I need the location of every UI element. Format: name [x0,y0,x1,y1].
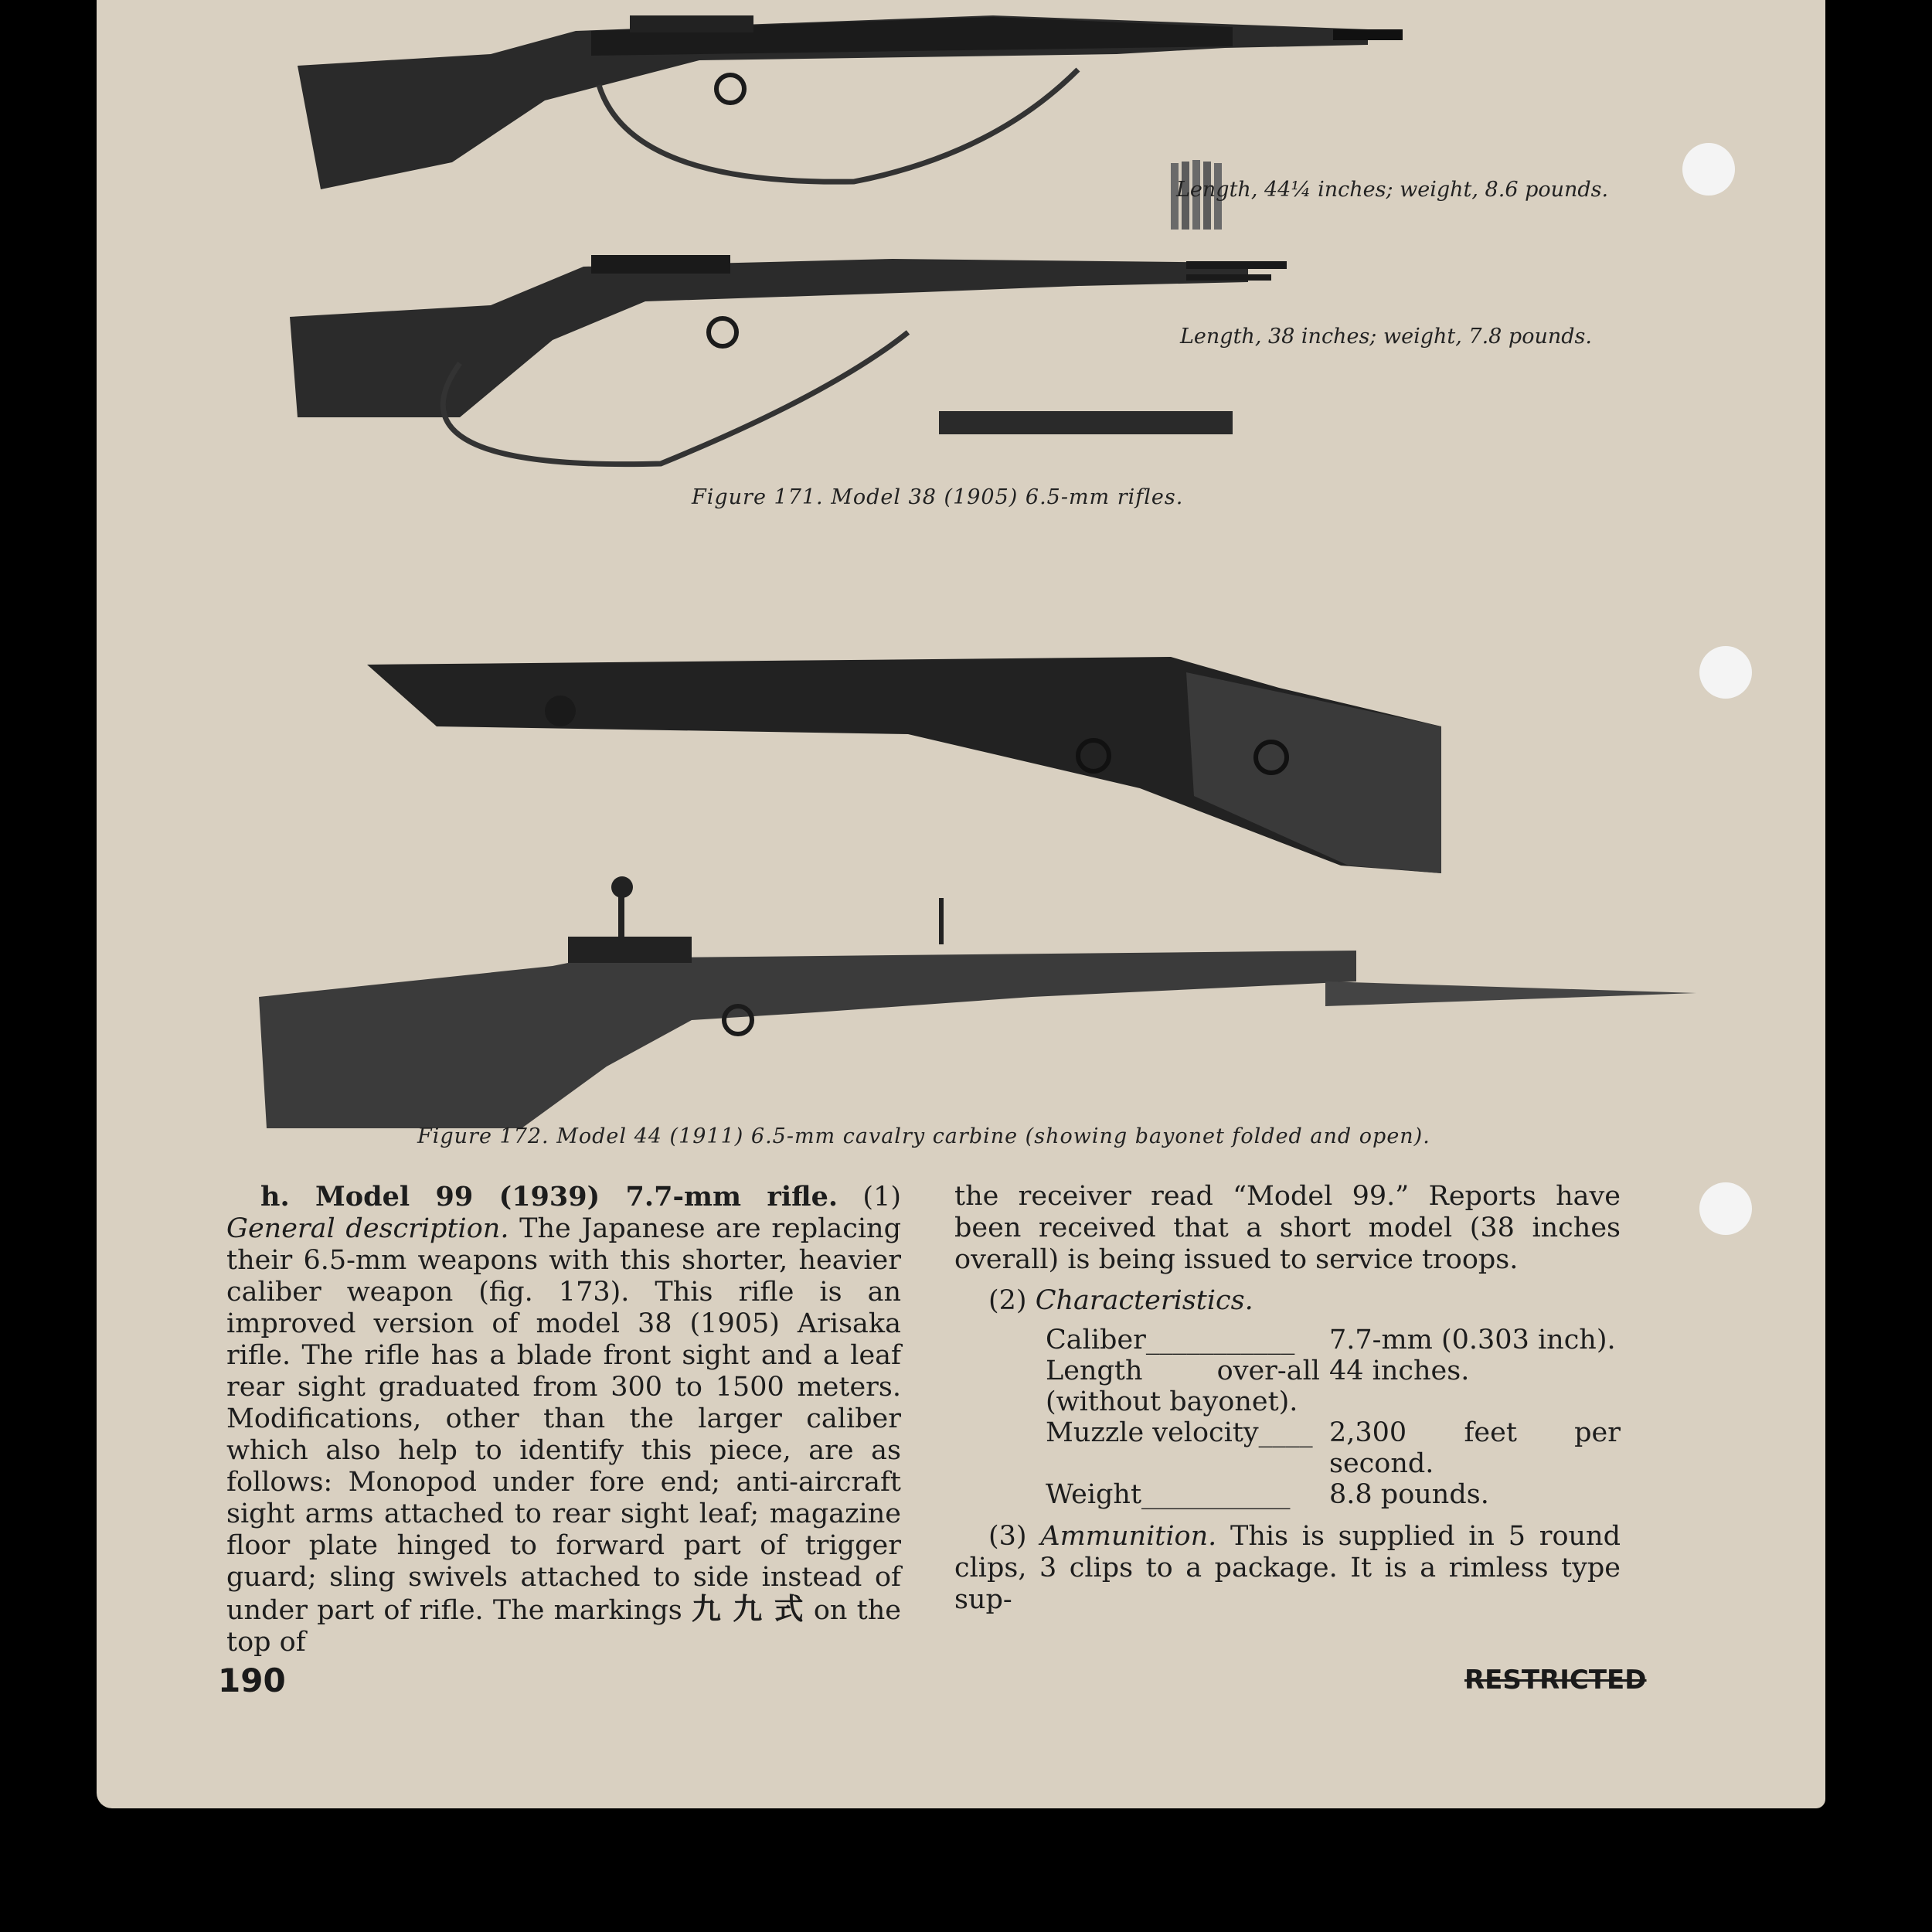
subsection-title: General description. [226,1213,509,1244]
characteristics-heading [954,1285,1621,1317]
subsection-number: (3) [988,1521,1027,1552]
characteristic-label: Muzzle velocity____ [1046,1417,1313,1448]
table-row [1046,1325,1621,1355]
text-column-left [226,1181,901,1658]
characteristic-value: 44 inches. [1329,1355,1470,1386]
section-h-paragraph [226,1181,901,1658]
binder-hole [1699,646,1752,699]
characteristic-label: Length over-all (without bayonet). [1046,1355,1320,1417]
table-row [1046,1417,1621,1479]
characteristic-label: Weight___________ [1046,1479,1291,1510]
figure-172-caption: Figure 172. Model 44 (1911) 6.5-mm cavalry carbine (showing bayonet folded and open). [417,1124,1430,1148]
section-heading: h. Model 99 (1939) 7.7-mm rifle. [260,1181,838,1213]
rifle-photo-model-38-long [298,0,1519,201]
body-text: This is supplied in 5 round clips, 3 clips to a package. It is a rimless type sup- [954,1521,1621,1615]
characteristic-value: 7.7-mm (0.303 inch). [1329,1325,1616,1355]
text-column-right [954,1181,1621,1616]
body-text: on the top of [226,1595,901,1658]
fig171-spec-long: Length, 44¼ inches; weight, 8.6 pounds. [1176,178,1609,202]
ammunition-paragraph [954,1521,1621,1616]
binder-hole [1699,1182,1752,1235]
body-text: The Japanese are replacing their 6.5-mm weapons with this shorter, heavier caliber weapon (fig. 173). This rifle is an improved version of model 38 (1905) Arisaka rifle. The rifle has a blade front sight and a leaf rear sight graduated from 300 to 1500 meters. Modifications, other than the larger caliber which also help to identify this piece, are as follows: Monopod under fore end; anti-aircraft sight arms attached to rear sight leaf; magazine floor plate hinged to forward part of trigger guard; sling swivels attached to side instead of under part of rifle. The markings [226,1213,901,1626]
table-row [1046,1479,1621,1510]
table-row [1046,1355,1621,1417]
classification-marking: RESTRICTED [1464,1665,1647,1696]
subsection-title: Characteristics. [1035,1285,1253,1316]
kanji-marking: 九 九 式 [691,1592,804,1626]
carbine-photo-bayonet-open [259,873,1704,1136]
carbine-photo-bayonet-folded [367,641,1588,896]
figure-171-caption: Figure 171. Model 38 (1905) 6.5-mm rifles. [692,485,1184,509]
page-number: 190 [218,1662,286,1699]
document-page [97,0,1825,1808]
subsection-title: Ammunition. [1040,1521,1217,1552]
subsection-number: (2) [988,1285,1027,1316]
characteristic-value: 2,300 feet per second. [1329,1417,1621,1479]
binder-hole [1682,143,1735,196]
characteristic-value: 8.8 pounds. [1329,1479,1489,1510]
fig171-spec-short: Length, 38 inches; weight, 7.8 pounds. [1180,325,1592,349]
subsection-number: (1) [862,1182,901,1213]
body-text: the receiver read “Model 99.” Reports have been received that a short model (38 inches overall) is being issued to service troops. [954,1181,1621,1275]
characteristics-table [1046,1325,1621,1510]
characteristic-label: Caliber___________ [1046,1325,1295,1355]
